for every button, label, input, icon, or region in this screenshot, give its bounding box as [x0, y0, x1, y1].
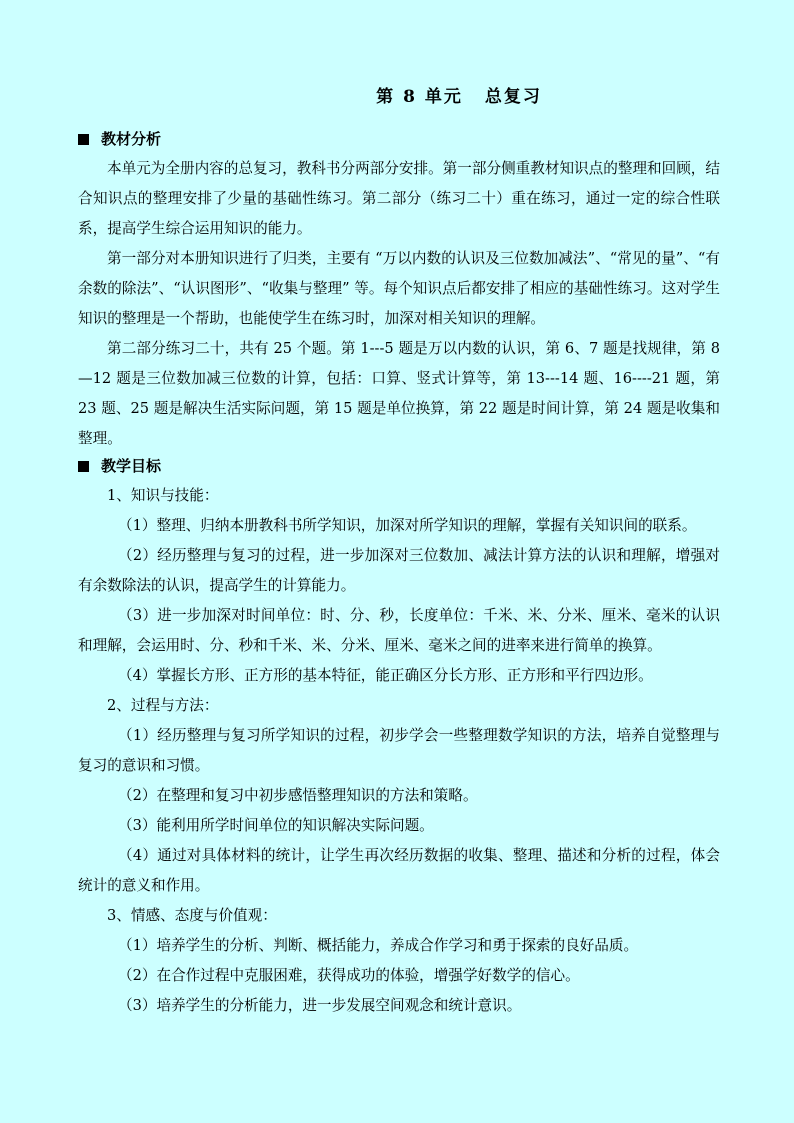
goal-item: （3）能利用所学时间单位的知识解决实际问题。	[118, 817, 434, 834]
square-bullet-icon	[78, 134, 89, 145]
analysis-paragraph-2: 第一部分对本册知识进行了归类，主要有 “万以内数的认识及三位数加减法”、“常见的量”、“有余数的除法”、“认识图形”、“收集与整理” 等。每个知识点后都安排了相应的基础性练习。这对学生知识的整理是一个帮助，也能使学生在练习时，加深对相关知识的理解。	[78, 250, 720, 327]
goal-item: （1）培养学生的分析、判断、概括能力，养成合作学习和勇于探索的良好品质。	[118, 937, 639, 954]
document-page	[78, 82, 720, 1021]
section-heading-goals	[78, 454, 720, 479]
unit-number: 第 8 单元	[376, 87, 463, 107]
goal-category: 1、知识与技能：	[107, 487, 219, 504]
heading-text: 教学目标	[101, 457, 162, 475]
analysis-paragraph-3: 第二部分练习二十，共有 25 个题。第 1---5 题是万以内数的认识，第 6、7 题是找规律，第 8—12 题是三位数加减三位数的计算，包括：口算、竖式计算等，第 13---14 题、16----21 题，第 23 题、25 题是解决生活实际问题，第 15 题是单位换算，第 22 题是时间计算，第 24 题是收集和整理。	[78, 340, 720, 447]
section-heading-analysis	[78, 127, 720, 152]
analysis-paragraph-1: 本单元为全册内容的总复习，教科书分两部分安排。第一部分侧重教材知识点的整理和回顾，结合知识点的整理安排了少量的基础性练习。第二部分（练习二十）重在练习，通过一定的综合性联系，提高学生综合运用知识的能力。	[78, 160, 720, 237]
page-title	[78, 82, 720, 107]
goal-item: （2）经历整理与复习的过程，进一步加深对三位数加、减法计算方法的认识和理解，增强对有余数除法的认识，提高学生的计算能力。	[78, 547, 720, 594]
goal-category: 3、情感、态度与价值观：	[107, 907, 277, 924]
heading-text: 教材分析	[101, 130, 162, 148]
goal-item: （2）在整理和复习中初步感悟整理知识的方法和策略。	[118, 787, 478, 804]
unit-name: 总复习	[484, 87, 542, 107]
square-bullet-icon	[78, 461, 89, 472]
goal-item: （3）培养学生的分析能力，进一步发展空间观念和统计意识。	[118, 997, 522, 1014]
goal-item: （3）进一步加深对时间单位：时、分、秒，长度单位：千米、米、分米、厘米、毫米的认识和理解，会运用时、分、秒和千米、米、分米、厘米、毫米之间的进率来进行简单的换算。	[78, 607, 720, 654]
goal-item: （4）通过对具体材料的统计，让学生再次经历数据的收集、整理、描述和分析的过程，体会统计的意义和作用。	[78, 847, 720, 894]
goal-item: （4）掌握长方形、正方形的基本特征，能正确区分长方形、正方形和平行四边形。	[118, 667, 653, 684]
goal-category: 2、过程与方法：	[107, 697, 219, 714]
goal-item: （1）经历整理与复习所学知识的过程，初步学会一些整理数学知识的方法，培养自觉整理与复习的意识和习惯。	[78, 727, 720, 774]
goal-item: （2）在合作过程中克服困难，获得成功的体验，增强学好数学的信心。	[118, 967, 580, 984]
goal-item: （1）整理、归纳本册教科书所学知识，加深对所学知识的理解，掌握有关知识间的联系。	[118, 517, 697, 534]
